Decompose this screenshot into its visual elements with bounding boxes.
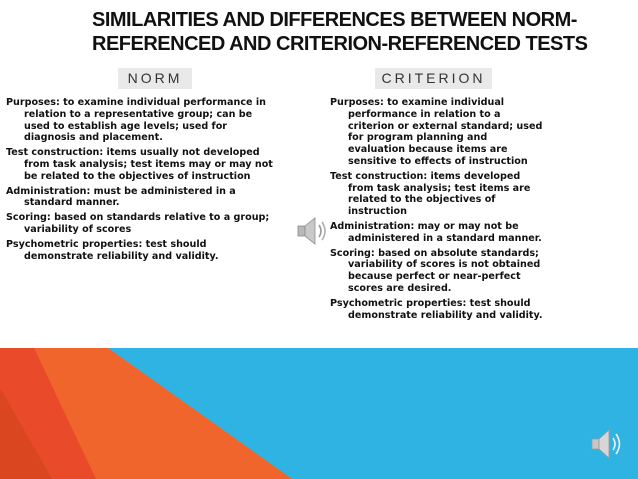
criterion-column	[330, 97, 545, 324]
norm-item-psychometric: Psychometric properties: test should demonstrate reliability and validity.	[6, 238, 219, 262]
norm-item-test-construction: Test construction: items usually not developed from task analysis; test items may or may not be related to the objectives of instruction	[6, 147, 273, 182]
title-line-1: SIMILARITIES AND DIFFERENCES BETWEEN NORM-	[92, 9, 577, 31]
norm-heading: NORM	[118, 68, 192, 89]
norm-item-administration: Administration: must be administered in a standard manner.	[6, 185, 236, 209]
norm-column	[6, 97, 276, 265]
criterion-item-administration: Administration: may or may not be administered in a standard manner.	[330, 220, 542, 244]
norm-item-purposes: Purposes: to examine individual performance in relation to a representative group; can be used to establish age levels; used for diagnosis and placement.	[6, 97, 266, 144]
speaker-icon[interactable]	[296, 215, 332, 247]
criterion-item-scoring: Scoring: based on absolute standards; variability of scores is not obtained because perfect or near-perfect scores are desired.	[330, 247, 541, 294]
slide-title	[92, 8, 612, 56]
title-line-2: REFERENCED AND CRITERION-REFERENCED TESTS	[92, 33, 588, 55]
criterion-item-test-construction: Test construction: items developed from task analysis; test items are related to the objectives of instruction	[330, 170, 531, 218]
criterion-item-psychometric: Psychometric properties: test should demonstrate reliability and validity.	[330, 297, 543, 321]
speaker-icon[interactable]	[590, 425, 626, 463]
criterion-item-purposes: Purposes: to examine individual performance in relation to a criterion or external standard; used for program planning and evaluation because items are sensitive to effects of instruction	[330, 97, 543, 167]
decorative-band	[0, 348, 638, 479]
norm-item-scoring: Scoring: based on standards relative to a group; variability of scores	[6, 212, 270, 235]
criterion-heading: CRITERION	[375, 68, 492, 89]
